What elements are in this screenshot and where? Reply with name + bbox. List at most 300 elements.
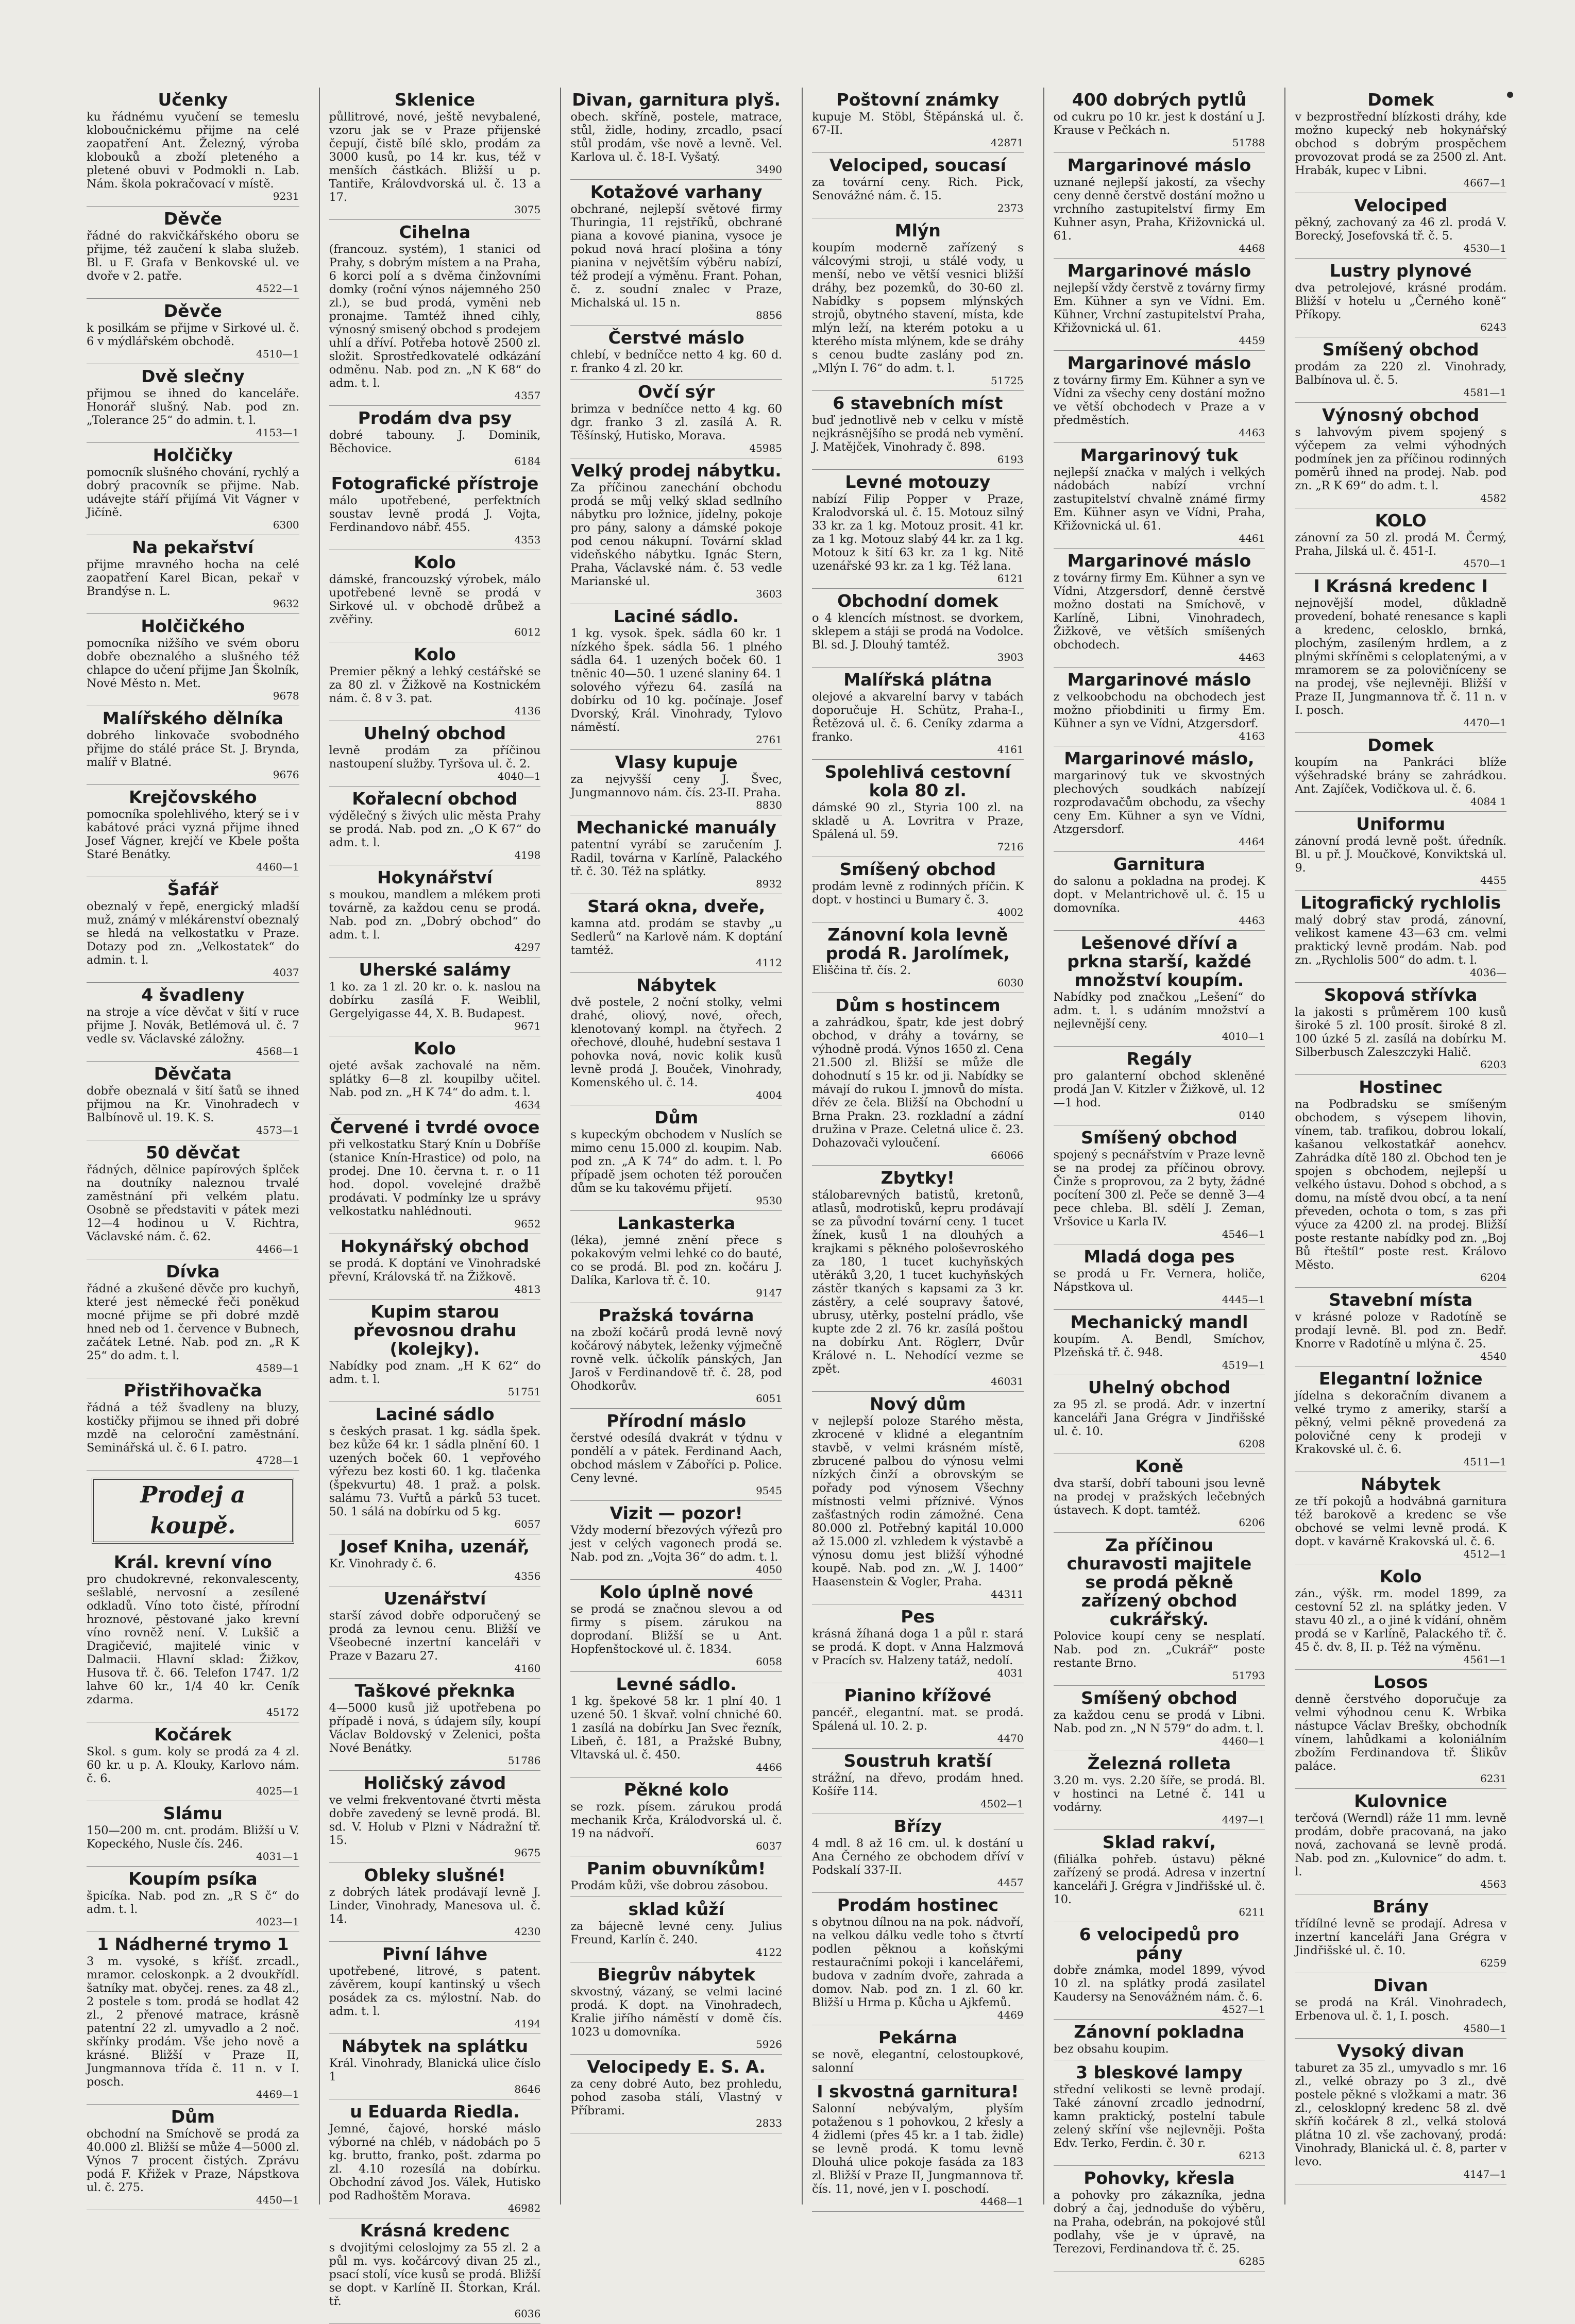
ad-text: Salonní nebývalým, plyším potaženou s 1 pohovkou, 2 křesly a 4 židlemi (přes 45 kr. a 1 tab. židle) se levně prodá. K tomu levně Dlouhá ulice pokoje fasáda za 183 zl. Bližší v Praze II, Jungmannova tř. čís. 11, nové, jen v I. poschodí. xyxy=(811,2102,1024,2196)
ad-heading: Malířská plátna xyxy=(843,670,992,690)
ad-reference-number: 3075 xyxy=(514,203,541,216)
classified-ad xyxy=(570,1501,782,1580)
ad-text: dámské, francouzský výrobek, málo upotřebené levně se prodá v Sirkové ul. v obchodě drůbež a zvěřiny. xyxy=(329,573,541,626)
ad-heading: Smíšený obchod xyxy=(839,859,996,879)
classified-ad xyxy=(87,1867,299,1932)
ad-reference-number: 4455 xyxy=(1480,874,1506,886)
ad-text: do salonu a pokladna na prodej. K dopt. v Melantrichově ul. č. 15 u domovníka. xyxy=(1053,875,1265,915)
ad-heading: Litografický rychlolis xyxy=(1300,893,1501,913)
ad-heading: Děvče xyxy=(163,209,222,229)
ad-heading: Slámu xyxy=(163,1803,223,1823)
ad-heading: Poštovní známky xyxy=(836,90,1000,110)
ad-text: terčová (Werndl) ráže 11 mm. levně prodám, dobře pracovaná, na jako nová, zachovaná se levně prodá. Nab. pod zn. „Kulovnice“ do adm. t. l. xyxy=(1295,1812,1506,1878)
ad-text: pomocníka spolehlivého, který se i v kabátové práci vyzná přijme ihned Josef Vágner, krejčí ve Kbele pošta Staré Benátky. xyxy=(87,808,299,861)
classified-ad xyxy=(87,1932,299,2105)
ad-reference-number: 4010—1 xyxy=(1222,1030,1265,1043)
ad-reference-number: 9652 xyxy=(514,1218,541,1230)
ad-reference-number: 4468—1 xyxy=(980,2195,1024,2208)
ad-text: na stroje a více děvčat v šití v ruce přijme J. Novák, Betlémová ul. č. 7 vedle sv. Václavské záložny. xyxy=(87,1005,299,1046)
classified-ad xyxy=(87,1259,299,1378)
ad-text: na zboží kočárů prodá levně nový kočárový nábytek, leženky výjmečně rovně velk. účkolík pánských, Jan Jaroš v Ferdinandově tř. č. 28, pod Ohodkorův. xyxy=(570,1326,782,1393)
ad-heading: Elegantní ložnice xyxy=(1318,1369,1483,1389)
classified-ad xyxy=(329,1942,541,2034)
ad-reference-number: 4025—1 xyxy=(256,1785,299,1797)
ad-text: dobrého linkovače svobodného přijme do stálé práce St. J. Brynda, malíř v Blatné. xyxy=(87,729,299,769)
ad-text: se prodá. K doptání ve Vinohradské převní, Královská tř. na Žižkově. xyxy=(329,1257,541,1284)
ad-text: margarinový tuk ve skvostných plechových soudkách nabízejí rozprodavačům obchodu, za všechy ceny Em. Kühner a syn ve Vídni, Atzgersdorf. xyxy=(1053,769,1265,836)
ad-reference-number: 46982 xyxy=(507,2202,541,2214)
ad-reference-number: 6012 xyxy=(514,626,541,638)
classified-ad xyxy=(1295,733,1506,812)
ad-reference-number: 4466—1 xyxy=(256,1243,299,1255)
classified-ad xyxy=(1054,351,1265,443)
ad-reference-number: 4581—1 xyxy=(1463,386,1506,399)
ad-heading: Panim obuvníkům! xyxy=(587,1858,766,1878)
ad-reference-number: 4147—1 xyxy=(1463,2168,1506,2180)
ad-text: stálobarevných batistů, kretonů, atlasů, modrotisků, kepru prodávají se za původní tovární ceny. 1 tucet žínek, kusů 1 na dlouhých a krajkami s pěkného pološevroského za 180, 1 tucet kuchyňských utěráků 3,20, 1 tucet kuchyňských zástěr tkaných s kapsami za 3 kr. zástěry, a celé soupravy šatové, ubrusy, utěrky, postelní prádlo, vše kupte zde 2 zl. 76 kr. zasílá poštou na dobírku Ant. Röglerr, Dvůr Králové n. L. Nehodící vezme se zpět. xyxy=(811,1188,1024,1376)
ad-text: k posilkám se přijme v Sirkové ul. č. 6 v mýdlářském obchodě. xyxy=(87,321,299,348)
ad-heading: Mechanické manuály xyxy=(576,817,776,838)
ad-text: dva petrolejové, krásné prodám. Bližší v hotelu u „Černého koně“ Příkopy. xyxy=(1295,281,1506,321)
ad-reference-number: 4194 xyxy=(514,2018,541,2030)
ad-reference-number: 4540 xyxy=(1480,1350,1506,1362)
ad-heading: Taškové překnka xyxy=(354,1681,515,1701)
section-title: Prodej a koupě. xyxy=(92,1478,294,1544)
ad-heading: Malířského dělníka xyxy=(102,708,283,728)
classified-ad xyxy=(1054,1047,1265,1125)
ad-reference-number: 4464 xyxy=(1239,835,1265,848)
ad-text: 150—200 m. cnt. prodám. Bližší u V. Kopeckého, Nusle čís. 246. xyxy=(87,1824,299,1851)
classified-ad xyxy=(1054,1375,1265,1454)
ad-heading: Vlasy kupuje xyxy=(615,752,738,772)
ad-heading: Biegrův nábytek xyxy=(597,1964,755,1985)
ad-reference-number: 3490 xyxy=(756,163,782,176)
ad-reference-number: 8932 xyxy=(756,878,782,890)
ad-reference-number: 5926 xyxy=(756,2038,782,2050)
ad-text: a pohovky pro zákazníka, jedna dobrý a čaj, jednoduše do výběru, na Praha, odebrán, na pokojové stůl podlahy, vše je v úpravě, na Terezovi, Ferdinandova tř. č. 25. xyxy=(1053,2189,1265,2255)
ad-text: spojený s pecnářstvím v Praze levně se na prodej za příčinou obrovy. Činže s proprovou, za 2 byty, žádné pocítení 300 zl. Peče se denně 3—4 pece chleba. Bl. sdělí J. Zeman, Vršovice u Karla IV. xyxy=(1053,1148,1265,1228)
ad-reference-number: 4502—1 xyxy=(980,1798,1024,1810)
ad-text: obchodní na Smíchově se prodá za 40.000 zl. Bližší se může 4—5000 zl. Výnos 7 procent čistých. Zprávu podá F. Křižek v Praze, Nápstkova ul. č. 275. xyxy=(87,2127,299,2194)
ad-text: Skol. s gum. koly se prodá za 4 zl. 60 kr. u p. A. Klouky, Karlovo nám. č. 6. xyxy=(87,1745,299,1785)
ad-heading: Dívka xyxy=(166,1261,220,1281)
ad-heading: Stará okna, dveře, xyxy=(587,896,766,916)
ad-text: dobře obeznalá v šití šatů se ihned přijmou na Kr. Vinohradech v Balbínově ul. 19. K. S. xyxy=(87,1084,299,1124)
ad-heading: Mlýn xyxy=(894,220,941,241)
ad-text: pancéř., elegantní. mat. se prodá. Spálená ul. 10. 2. p. xyxy=(811,1706,1024,1733)
ad-reference-number: 4546—1 xyxy=(1222,1228,1265,1240)
ad-text: na Podbradsku se smíšeným obchodem, s výsepem lihovin, vínem, tab. trafikou, dobrou lokalí, kašanou velkostatkář aonehcv. Zahrádka dítě 180 zl. Obchod ten je spojen s obchodem, nejlepší u velkého ústavu. Dohod s obchod, a s domu, na místě dvou obcí, a ta není převeden, ochota o tom, s zas při výuce za 4200 zl. na prodej. Bližší poste restante nabídky pod zn. „Boj Bů řteštíl“ poste rest. Královo Město. xyxy=(1295,1098,1506,1272)
ad-heading: Šafář xyxy=(167,879,218,899)
ad-text: nabízí Filip Popper v Praze, Kralodvorská ul. č. 15. Motouz silný 33 kr. za 1 kg. Motouz prosit. 41 kr. za 1 kg. Motouz slabý 44 kr. za 1 kg. Motouz k šití 63 kr. za 1 kg. Nitě uzenářské 93 kr. za 1 kg. Též lana. xyxy=(811,492,1024,573)
ad-reference-number: 4160 xyxy=(514,1662,541,1674)
classified-ad xyxy=(812,993,1024,1166)
ad-heading: Koupím psíka xyxy=(128,1869,258,1889)
classified-ad xyxy=(87,1722,299,1801)
classified-ad xyxy=(87,443,299,535)
ad-heading: Stavební místa xyxy=(1329,1290,1473,1310)
classified-ad xyxy=(1054,2166,1265,2271)
ad-heading: Pekárna xyxy=(878,2027,957,2047)
classified-ad xyxy=(329,406,541,471)
ad-reference-number: 6300 xyxy=(273,519,299,531)
ad-heading: Kotažové varhany xyxy=(590,182,763,202)
ad-heading: Hokynářství xyxy=(377,867,493,887)
ad-heading: Sklenice xyxy=(394,90,476,110)
ad-reference-number: 4450—1 xyxy=(256,2194,299,2206)
ad-heading: Velký prodej nábytku. xyxy=(571,460,782,481)
ad-text: dva starší, dobří tabouni jsou levně na prodej v pražských lečebných ústavech. K dopt. tamtéž. xyxy=(1053,1477,1265,1517)
ad-text: Jemné, čajové, horské máslo výborné na chléb, v nádobách po 5 kg. brutto, franko, pošt. zdarma po zl. 4.10 rozesílá na dobírku. Obchodní závod Jos. Válek, Hutisko pod Radhoštěm Morava. xyxy=(329,2122,541,2202)
classified-ad xyxy=(1054,549,1265,668)
ad-text: s lahvovým pivem spojený s výčepem za velmi výhodných podmínek jen za příčinou rodinných poměrů ihned na prodej. Nab. pod zn. „R K 69“ do adm. t. l. xyxy=(1295,425,1506,492)
classified-ad xyxy=(1295,337,1506,403)
ad-text: 1 kg. vysok. špek. sádla 60 kr. 1 nízkého špek. sádla 56. 1 plného sádla 64. 1 uzených boček 60. 1 tněnic 40—50. 1 uzené slaniny 64. 1 solového výřezu 64. zasílá na dobírku od 10 kg. počínaje. Josef Dvorský, Král. Vinohrady, Tylovo náměstí. xyxy=(570,627,782,734)
ad-text: zánovní prodá levně pošt. úředník. Bl. u př. J. Moučkové, Konviktská ul. 9. xyxy=(1295,834,1506,875)
ad-heading: Smíšený obchod xyxy=(1322,339,1479,360)
ad-reference-number: 4002 xyxy=(997,906,1024,918)
ad-heading: Uherské salámy xyxy=(359,960,511,980)
ad-reference-number: 4153—1 xyxy=(256,426,299,439)
classified-ad xyxy=(570,604,782,750)
ad-text: taburet za 35 zl., umyvadlo s mr. 16 zl., velké obrazy po 3 zl., dvě postele pěkné s vložkami a matr. 36 zl., celosklopný kredenc 58 zl. dvě skříň kočárek 8 zl., velká stolová plátna 10 zl. vše zachovaný, prodá: Vinohrady, Blanická ul. č. 8, parter v levo. xyxy=(1295,2061,1506,2168)
ad-reference-number: 4589—1 xyxy=(256,1362,299,1374)
classified-ad xyxy=(1054,1533,1265,1686)
ad-heading: Domek xyxy=(1367,735,1434,755)
ad-heading: Laciné sádlo xyxy=(375,1404,495,1424)
ad-heading: Skopová střívka xyxy=(1324,985,1478,1005)
ad-reference-number: 6121 xyxy=(997,572,1024,585)
ad-reference-number: 6058 xyxy=(756,1655,782,1668)
ad-heading: Kolo xyxy=(414,1038,456,1058)
ad-heading: Dům xyxy=(171,2107,215,2127)
classified-ad xyxy=(812,668,1024,760)
ad-text: zán., výšk. rm. model 1899, za cestovní 52 zl. na splátky jeden. V stavu 40 zl., a o jiné k vídání, ohněm prodá se v Karlíně, Palackého tř. č. 45 č. dv. 8, II. p. Též na výměnu. xyxy=(1295,1587,1506,1654)
ad-text: ze tří pokojů a hodvábná garnitura též barokově a kredenc se vše obchové se velmi levně prodá. K dopt. v kavárně Krakovská ul. č. 6. xyxy=(1295,1495,1506,1548)
ad-heading: Přírodní máslo xyxy=(606,1411,747,1431)
classified-ad xyxy=(812,760,1024,857)
classified-ad xyxy=(570,1409,782,1501)
ad-text: 4—5000 kusů již upotřebena po případě i nová, s údajem síly, koupí Václav Boldovský v Zelenici, pošta Nové Benátky. xyxy=(329,1701,541,1755)
ad-text: prodám levně z rodinných příčin. K dopt. v hostinci u Bumary č. 3. xyxy=(811,880,1024,907)
classified-ad xyxy=(329,550,541,642)
ad-text: pomocník slušného chování, rychlý a dobrý pracovník se přijme. Nab. udávejte stáří přijímá Vit Vágner v Jičíně. xyxy=(87,466,299,519)
ad-reference-number: 6213 xyxy=(1239,2149,1265,2162)
classified-ad xyxy=(1295,1075,1506,1288)
ad-reference-number: 8646 xyxy=(514,2083,541,2095)
ad-reference-number: 4522—1 xyxy=(256,282,299,295)
ad-reference-number: 4570—1 xyxy=(1463,557,1506,570)
ad-reference-number: 4037 xyxy=(273,966,299,979)
ad-text: pro chudokrevné, rekonvalescenty, sešlablé, nervosní a zesílené odkladů. Víno toto čisté, přírodní hroznové, pěstované jako krevní víno rovněž není. V. Lukšič a Dragičević, majitelé vinic v Dalmacii. Hlavní sklad: Žižkov, Husova tř. č. 66. Telefon 1747. 1/2 lahve 60 kr., 1/4 40 kr. Ceník zdarma. xyxy=(87,1573,299,1706)
classified-ad xyxy=(812,391,1024,470)
ad-text: z dobrých látek prodávají levně J. Linder, Vinohrady, Manesova ul. č. 14. xyxy=(329,1886,541,1926)
classified-ad xyxy=(1054,88,1265,153)
ad-text: 4 mdl. 8 až 16 cm. ul. k dostání u Ana Černého ze obchodem dříví v Podskalí 337-II. xyxy=(811,1837,1024,1877)
ad-text: kupuje M. Stöbl, Štěpánská ul. č. 67-II. xyxy=(811,110,1024,137)
classified-ad xyxy=(1295,1288,1506,1366)
ad-heading: Pohovky, křesla xyxy=(1083,2168,1235,2188)
ad-reference-number: 4036— xyxy=(1470,966,1506,979)
classified-ad xyxy=(1054,1125,1265,1244)
ad-heading: Uhelný obchod xyxy=(363,723,506,743)
column-6 xyxy=(1284,88,1515,2205)
ad-reference-number: 44311 xyxy=(991,1588,1024,1600)
ad-reference-number: 3903 xyxy=(997,651,1024,663)
classified-ad xyxy=(329,1863,541,1942)
ad-heading: Garnitura xyxy=(1113,854,1206,874)
ink-spot xyxy=(1507,92,1513,98)
ad-heading: Mechanický mandl xyxy=(1070,1312,1248,1332)
ad-text: z továrny firmy Em. Kühner a syn ve Vídni, Atzgersdorf, denně čerstvě možno dostati na Smíchově, v Karlíně, Libni, Vinohradech, Žižkově, ve větších smíšených obchodech. xyxy=(1053,571,1265,652)
ad-text: malý dobrý stav prodá, zánovní, velikost kamene 43—63 cm. velmi praktický levně prodám. Nab. pod zn. „Rychlolis 500“ do adm. t. l. xyxy=(1295,913,1506,967)
ad-heading: Kolo xyxy=(1379,1566,1422,1586)
column-1 xyxy=(77,88,308,2205)
ad-text: špicíka. Nab. pod zn. „R S č“ do adm. t. l. xyxy=(87,1889,299,1916)
classified-ad xyxy=(812,470,1024,589)
ad-heading: Nábytek xyxy=(636,975,717,995)
ad-text: skvostný, vázaný, se velmi laciné prodá. K dopt. na Vinohradech, Kralie jiřího náměstí v domě čís. 1023 u domovníka. xyxy=(570,1985,782,2039)
ad-heading: Velociped, soucasí xyxy=(829,155,1006,175)
classified-ad xyxy=(1295,983,1506,1075)
ad-reference-number: 2761 xyxy=(756,733,782,746)
ad-heading: Učenky xyxy=(158,90,228,110)
classified-ad xyxy=(329,1115,541,1234)
ad-heading: Děvče xyxy=(163,301,222,321)
ad-text: dobré tabouny. J. Dominik, Běchovice. xyxy=(329,429,541,455)
ad-text: s dvojitými celoslojmy za 55 zl. 2 a půl m. vys. kočárcový divan 25 zl., psací stolí, více kusů se prodá. Bližší se dopt. v Karlíně II. Štorkan, Král. tř. xyxy=(329,2241,541,2308)
classified-ad xyxy=(1054,1310,1265,1375)
ad-reference-number: 4460—1 xyxy=(1222,1735,1265,1747)
ad-text: se prodá se značnou slevou a od firmy s písem. zárukou na doprodaní. Bližší se u Ant. Hopfenštockové ul. č. 1834. xyxy=(570,1602,782,1656)
ad-heading: Regály xyxy=(1126,1049,1192,1069)
ad-reference-number: 9671 xyxy=(514,1020,541,1032)
ad-reference-number: 6184 xyxy=(514,455,541,467)
ad-text: z velkoobchodu na obchodech jest možno přiobdiniti u firmy Em. Kühner a syn ve Vídni, Atzgersdorf. xyxy=(1053,690,1265,730)
ad-heading: 6 stavebních míst xyxy=(833,393,1003,413)
ad-text: obeznalý v řepě, energický mladší muž, známý v mlékárenství obeznalý se hledá na velkostatku v Praze. Dotazy pod zn. „Velkostatek“ do admin. t. l. xyxy=(87,900,299,967)
ad-heading: KOLO xyxy=(1375,510,1427,531)
classified-ad xyxy=(87,983,299,1062)
ad-reference-number: 4813 xyxy=(514,1283,541,1295)
classified-ad xyxy=(812,2025,1024,2079)
ad-text: kamna atd. prodám se stavby „u Sedlerů“ na Karlově nám. K doptání tamtéž. xyxy=(570,917,782,957)
ad-text: s moukou, mandlem a mlékem proti továrně, za každou cenu se prodá. Nab. pod zn. „Dobrý obchod“ do adm. t. l. xyxy=(329,888,541,942)
ad-reference-number: 4031—1 xyxy=(256,1850,299,1862)
ad-reference-number: 9676 xyxy=(273,768,299,781)
ad-text: obech. skříně, postele, matrace, stůl, židle, hodiny, zrcadlo, psací stůl prodám, vše nově a levně. Vel. Karlova ul. č. 18-I. Vyšatý. xyxy=(570,110,782,164)
ad-reference-number: 4161 xyxy=(997,743,1024,756)
ad-heading: Sklad rakví, xyxy=(1102,1832,1216,1852)
ad-reference-number: 51751 xyxy=(507,1386,541,1398)
ad-text: uznané nejlepší jakostí, za všechy ceny denně čerstvě dostání možno u vrchního zastupitelství firmy Em Kuhner asyn, Praha, Křižovnická ul. 61. xyxy=(1053,176,1265,243)
ad-reference-number: 3603 xyxy=(756,588,782,600)
classified-ad xyxy=(570,1778,782,1856)
ad-heading: Smíšený obchod xyxy=(1081,1688,1238,1708)
classified-ad xyxy=(87,1378,299,1471)
ad-reference-number: 4527—1 xyxy=(1222,2003,1265,2015)
classified-ad xyxy=(812,218,1024,391)
ad-heading: Kulovnice xyxy=(1354,1791,1448,1811)
ad-reference-number: 6051 xyxy=(756,1392,782,1405)
ad-text: pro galanterní obchod skleněné prodá Jan V. Kitzler v Žižkově, ul. 12—1 hod. xyxy=(1053,1069,1265,1109)
ad-text: patentní vyrábí se zaručením J. Radil, továrna v Karlíně, Palackého tř. č. 30. Též na splátky. xyxy=(570,838,782,878)
ad-heading: Dvě slečny xyxy=(141,366,245,386)
classified-ad xyxy=(87,207,299,299)
ad-text: řádné a zkušené děvče pro kuchyň, které jest německé řeči poněkud mocné přijme se při dobré mzdě hned neb od 1. července v Bubnech, začátek Letné. Nab. pod zn. „R K 25“ do adm. t. l. xyxy=(87,1282,299,1362)
ad-heading: Za příčinou churavosti majitele se prodá pěkně zařízený obchod cukrářský. xyxy=(1066,1535,1252,1629)
classified-ad xyxy=(1295,259,1506,337)
ad-text: s českých prasat. 1 kg. sádla špek. bez kůže 64 kr. 1 sádla plnění 60. 1 uzených boček 60. 1 vepřového výřezu bez kosti 60. 1 kg. tlačenka (špekvurtu) 48. 1 praž. a polsk. salámu 73. Vuřtů a párků 53 tucet. 50. 1 sálá na dobírku od 5 kg. xyxy=(329,1425,541,1518)
ad-reference-number: 4050 xyxy=(756,1563,782,1576)
classified-ad xyxy=(570,1672,782,1778)
classified-ad xyxy=(1295,1564,1506,1670)
ad-text: půllitrové, nové, ještě nevybalené, vzoru jak se v Praze přijenské čepují, čistě bílé sklo, prodám za 3000 kusů, po 14 kr. kus, též v menších částkách. Bližší u p. Tantiře, Královdvorská ul. č. 13 a 17. xyxy=(329,110,541,204)
classified-ad xyxy=(812,589,1024,668)
ad-heading: Lustry plynové xyxy=(1329,261,1472,281)
ad-text: s obytnou dílnou na na pok. nádvoří, na velkou dálku vedle toho s čtvrtí podlen pěknou a koňskými restauračními pokoji i kancelářemi, budova v zadním dvoře, zahrada a domov. Nab. pod zn. 1 zl. 60 kr. Bližší u Hrma p. Kůcha u Ajkfemů. xyxy=(811,1916,1024,2009)
ad-heading: Dům s hostincem xyxy=(835,995,1001,1015)
ad-text: buď jednotlivě neb v celku v místě nejkrásnějšího se prodá neb vymění. J. Matějček, Vinohrady č. 898. xyxy=(811,414,1024,454)
ad-text: Kr. Vinohrady č. 6. xyxy=(329,1557,436,1570)
ad-reference-number: 8856 xyxy=(756,309,782,321)
ad-heading: Fotografické přístroje xyxy=(331,473,539,493)
ad-text: la jakosti s průměrem 100 kusů široké 5 zl. 100 prosít. široké 8 zl. 100 úzké 5 zl. zasílá na dobírku M. Silberbusch Zaleszczyki Halič. xyxy=(1295,1005,1506,1059)
classified-ad xyxy=(1054,1922,1265,2020)
classified-ad xyxy=(570,1962,782,2055)
ad-text: pěkný, zachovaný za 46 zl. prodá V. Borecký, Josefovská tř. č. 5. xyxy=(1295,216,1506,243)
ad-reference-number: 4634 xyxy=(514,1099,541,1111)
ad-reference-number: 46031 xyxy=(991,1375,1024,1388)
ad-heading: Přistřihovačka xyxy=(124,1380,262,1400)
ad-text: za tovární ceny. Rich. Pick, Senovážné nám. č. 15. xyxy=(811,176,1024,202)
ad-text: se prodá u Fr. Vernera, holiče, Nápstkova ul. xyxy=(1053,1267,1265,1294)
ad-text: za nejvyšší ceny J. Švec, Jungmannovo nám. čís. 23-II. Praha. xyxy=(570,773,782,799)
ad-text: Vždy moderní březových výřezů pro jest v celých vagonech prodá se. Nab. pod zn. „Vojta 36“ do adm. t. l. xyxy=(570,1524,782,1564)
classified-ad xyxy=(329,1586,541,1679)
ad-reference-number: 6208 xyxy=(1239,1438,1265,1450)
ad-heading: Divan xyxy=(1373,1975,1428,1995)
ad-text: denně čerstvého doporučuje za velmi výhodnou cenu K. Wrbika nástupce Václav Brešky, obchodník vínem, lahůdkami a koloniálním zbožím Ferdinandova tř. Šlikův paláce. xyxy=(1295,1693,1506,1773)
classified-ad xyxy=(1054,1244,1265,1310)
ad-heading: 1 Nádherné trymo 1 xyxy=(97,1934,289,1954)
ad-text: upotřebené, litrové, s patent. závěrem, koupí kantinský u všech posádek za cs. mýlostní. Nab. do adm. t. l. xyxy=(329,1964,541,2018)
classified-ad xyxy=(87,1801,299,1867)
ad-heading: Margarinové máslo xyxy=(1067,155,1251,175)
ad-reference-number: 8830 xyxy=(756,799,782,811)
ad-heading: Cihelna xyxy=(399,222,471,242)
ad-reference-number: 9675 xyxy=(514,1847,541,1859)
classified-ad xyxy=(1295,1894,1506,1973)
classified-ad xyxy=(1295,2039,1506,2184)
ad-heading: Zánovní kola levně prodá R. Jarolímek, xyxy=(825,925,1010,963)
ad-heading: Koně xyxy=(1135,1456,1183,1476)
classified-ad xyxy=(1295,1670,1506,1789)
classified-ad xyxy=(1054,259,1265,351)
classified-ad xyxy=(329,88,541,220)
ad-reference-number: 4568—1 xyxy=(256,1045,299,1057)
ad-heading: Holčičky xyxy=(153,445,233,465)
classified-ad xyxy=(329,220,541,406)
ad-heading: Lešenové dříví a prkna starší, každé množství koupím. xyxy=(1067,933,1251,990)
ad-heading: Král. krevní víno xyxy=(113,1552,272,1572)
ad-heading: Uniformu xyxy=(1356,814,1446,834)
ad-text: řádných, dělnice papírových šplček na doutníky naleznou trvalé zaměstnání při velkém platu. Osobně se představiti v pátek mezi 12—4 hodinou u V. Richtra, Václavské nám. č. 62. xyxy=(87,1163,299,1243)
classified-ad xyxy=(570,326,782,380)
ad-text: starší závod dobře odporučený se prodá za levnou cenu. Bližší ve Všeobecné inzertní kanceláři v Praze v Bazaru 27. xyxy=(329,1609,541,1663)
ad-reference-number: 4004 xyxy=(756,1089,782,1101)
ad-reference-number: 6259 xyxy=(1480,1957,1506,1969)
ad-text: přijme mravného hocha na celé zaopatření Karel Bican, pekař v Brandýse n. L. xyxy=(87,558,299,598)
ad-reference-number: 4136 xyxy=(514,705,541,717)
ad-heading: Zbytky! xyxy=(880,1168,955,1188)
ad-reference-number: 4112 xyxy=(756,956,782,969)
ad-heading: Vysoký divan xyxy=(1337,2041,1464,2061)
ad-text: za bájecně levné ceny. Julius Freund, Karlín č. 240. xyxy=(570,1920,782,1946)
classified-ad xyxy=(1295,508,1506,574)
ad-reference-number: 4230 xyxy=(514,1925,541,1938)
ad-heading: Děvčata xyxy=(154,1064,232,1084)
classified-ad xyxy=(1295,88,1506,193)
ad-text: prodám za 220 zl. Vinohrady, Balbínova ul. č. 5. xyxy=(1295,360,1506,387)
classified-ad xyxy=(570,1303,782,1409)
ad-text: Král. Vinohrady, Blanická ulice číslo 1 xyxy=(329,2057,541,2083)
classified-ad xyxy=(570,1105,782,1211)
ad-heading: I skvostná garnitura! xyxy=(817,2081,1019,2101)
ad-heading: Pěkné kolo xyxy=(623,1780,729,1800)
classified-ad xyxy=(329,787,541,865)
ad-text: 3 m. vysoké, s kříšť. zrcadl., mramor. celoskonpk. a 2 dvoukřídl. šatníky mat. obyčej. renes. za 48 zl., 2 postele s tom. prodá se hodlat 42 zl., 2 přenové matrace, krásně patentní 22 zl. umyvadlo a 2 noč. skřínky prodám. Vše jeho nově a krásné. Bližší v Praze II, Jungmannova třída č. 11 n. v I. posch. xyxy=(87,1955,299,2089)
ad-text: krásná žíhaná doga 1 a půl r. stará se prodá. K dopt. v Anna Halzmová v Pracích sv. Halzeny tatáž, nedolí. xyxy=(811,1627,1024,1667)
classified-ad xyxy=(1054,2020,1265,2060)
classified-ad xyxy=(1054,1751,1265,1830)
ad-reference-number: 51725 xyxy=(991,374,1024,387)
ad-heading: I Krásná kredenc I xyxy=(1313,576,1488,596)
ad-text: řádné do rakvičkářského oboru se přijme, též zaučení k slaba služeb. Bl. u F. Grafa v Benkovské ul. ve dvoře v 2. patře. xyxy=(87,229,299,283)
classified-ad xyxy=(570,973,782,1105)
ad-text: za každou cenu se prodá v Libni. Nab. pod zn. „N N 579“ do adm. t. l. xyxy=(1053,1708,1265,1735)
ad-reference-number: 4463 xyxy=(1239,426,1265,439)
ad-reference-number: 9545 xyxy=(756,1484,782,1497)
classified-ad xyxy=(87,614,299,706)
ad-heading: 50 děvčat xyxy=(146,1142,240,1163)
ad-text: ku řádnému vyučení se temeslu kloboučnickému přijme na celé zaopatření Ant. Železný, výroba klobouků a zboží pleteného a pletené obuvi v Podmokli n. Lab. Nám. škola pokračovací v místě. xyxy=(87,110,299,191)
ad-heading: Margarinový tuk xyxy=(1080,445,1239,465)
ad-reference-number: 9147 xyxy=(756,1287,782,1299)
ad-heading: Mladá doga pes xyxy=(1083,1246,1235,1267)
ad-reference-number: 4469—1 xyxy=(256,2088,299,2100)
classified-ad xyxy=(1295,1366,1506,1472)
ad-heading: Uhelný obchod xyxy=(1088,1377,1231,1397)
classified-ad xyxy=(1054,1454,1265,1533)
ad-reference-number: 4728—1 xyxy=(256,1454,299,1466)
classified-ad xyxy=(1054,668,1265,746)
ad-heading: Nový dům xyxy=(870,1394,966,1414)
ad-text: s kupeckým obchodem v Nuslích se mimo cenu 15.000 zl. koupim. Nab. pod zn. „A K 74“ do adm. t. l. Po případě jsem ochoten též poroučen dům se ku takovému přijetí. xyxy=(570,1128,782,1195)
ad-reference-number: 4470 xyxy=(997,1732,1024,1745)
ad-heading: Laciné sádlo. xyxy=(613,606,739,626)
classified-ad xyxy=(1295,812,1506,891)
ad-reference-number: 6231 xyxy=(1480,1772,1506,1785)
ad-reference-number: 9530 xyxy=(756,1194,782,1207)
classified-ad xyxy=(329,1534,541,1586)
ad-text: koupím moderně zařízený s válcovými stroji, u stálé vody, u menší, nebo ve větší vesnici bližší dráhy, bez pozemků, do 30-60 zl. Nabídky s popsem mlýnských strojů, obytného stavení, místa, kde mlýn leží, na kterém potoku a u kterého místa mlýnem, kde se dráhy s cenou budte zaslány pod zn. „Mlýn I. 76“ do adm. t. l. xyxy=(811,241,1024,375)
ad-text: v krásné poloze v Radotíně se prodají levně. Bl. pod zn. Bedř. Knorre v Radotíně u mlýna č. 25. xyxy=(1295,1310,1506,1351)
ad-heading: Soustruh kratší xyxy=(843,1751,992,1771)
ad-reference-number: 4031 xyxy=(997,1667,1024,1679)
ad-text: výdělečný s živých ulic města Prahy se prodá. Nab. pod zn. „O K 67“ do adm. t. l. xyxy=(329,809,541,849)
ad-reference-number: 4582 xyxy=(1480,492,1506,504)
